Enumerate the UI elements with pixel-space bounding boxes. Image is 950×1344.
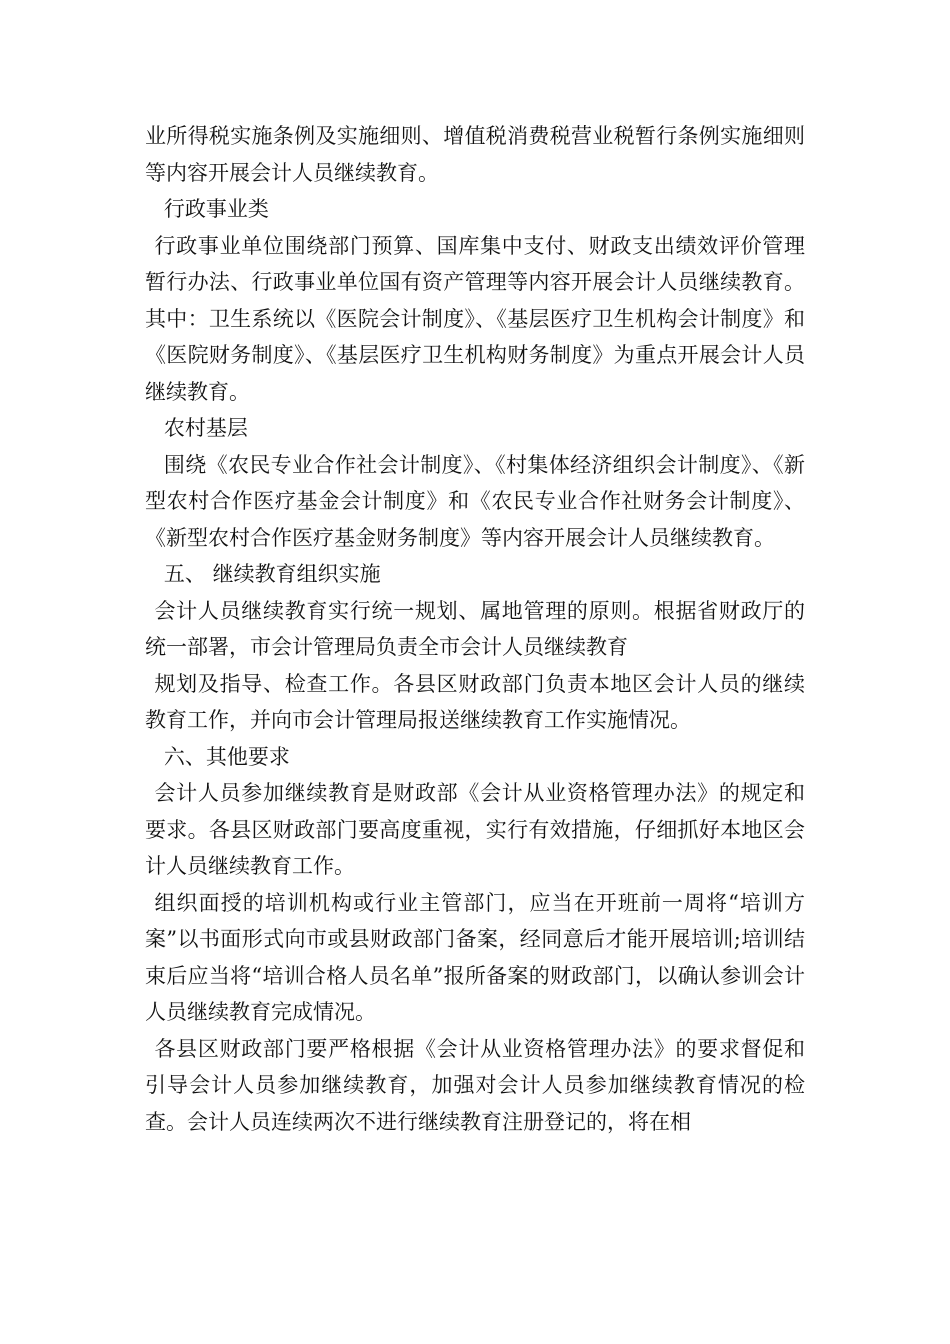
section-heading-rural: 农村基层 [163,416,248,440]
section-heading-implementation: 五、 继续教育组织实施 [163,562,381,586]
section-heading-administrative: 行政事业类 [163,197,269,221]
paragraph-supervision: 各县区财政部门要严格根据《会计从业资格管理办法》的要求督促和引导会计人员参加继续教育，加强对会计人员参加继续教育情况的检查。会计人员连续两次不进行继续教育注册登记的，将在相 [145,1036,805,1134]
paragraph-rural: 围绕《农民专业合作社会计制度》、《村集体经济组织会计制度》、《新型农村合作医疗基金会计制度》和《农民专业合作社财务会计制度》、《新型农村合作医疗基金财务制度》等内容开展会计人员继续教育。 [145,452,805,550]
paragraph-requirements: 会计人员参加继续教育是财政部《会计从业资格管理办法》的规定和要求。各县区财政部门要高度重视，实行有效措施，仔细抓好本地区会计人员继续教育工作。 [145,781,805,878]
paragraph-implementation: 会计人员继续教育实行统一规划、属地管理的原则。根据省财政厅的统一部署，市会计管理局负责全市会计人员继续教育 [145,598,805,659]
section-heading-other-requirements: 六、其他要求 [163,744,290,769]
paragraph-tax-rules: 业所得税实施条例及实施细则、增值税消费税营业税暂行条例实施细则等内容开展会计人员继续教育。 [145,124,805,185]
document-body [145,118,805,1140]
paragraph-administrative: 行政事业单位围绕部门预算、国库集中支付、财政支出绩效评价管理暂行办法、行政事业单位国有资产管理等内容开展会计人员继续教育。其中：卫生系统以《医院会计制度》、《基层医疗卫生机构会计制度》和《医院财务制度》、《基层医疗卫生机构财务制度》为重点开展会计人员继续教育。 [145,233,805,404]
paragraph-planning: 规划及指导、检查工作。各县区财政部门负责本地区会计人员的继续教育工作，并向市会计管理局报送继续教育工作实施情况。 [145,671,805,732]
paragraph-training-filing: 组织面授的培训机构或行业主管部门，应当在开班前一周将“培训方案”以书面形式向市或县财政部门备案，经同意后才能开展培训;培训结束后应当将“培训合格人员名单”报所备案的财政部门，以确认参训会计人员继续教育完成情况。 [145,890,805,1024]
